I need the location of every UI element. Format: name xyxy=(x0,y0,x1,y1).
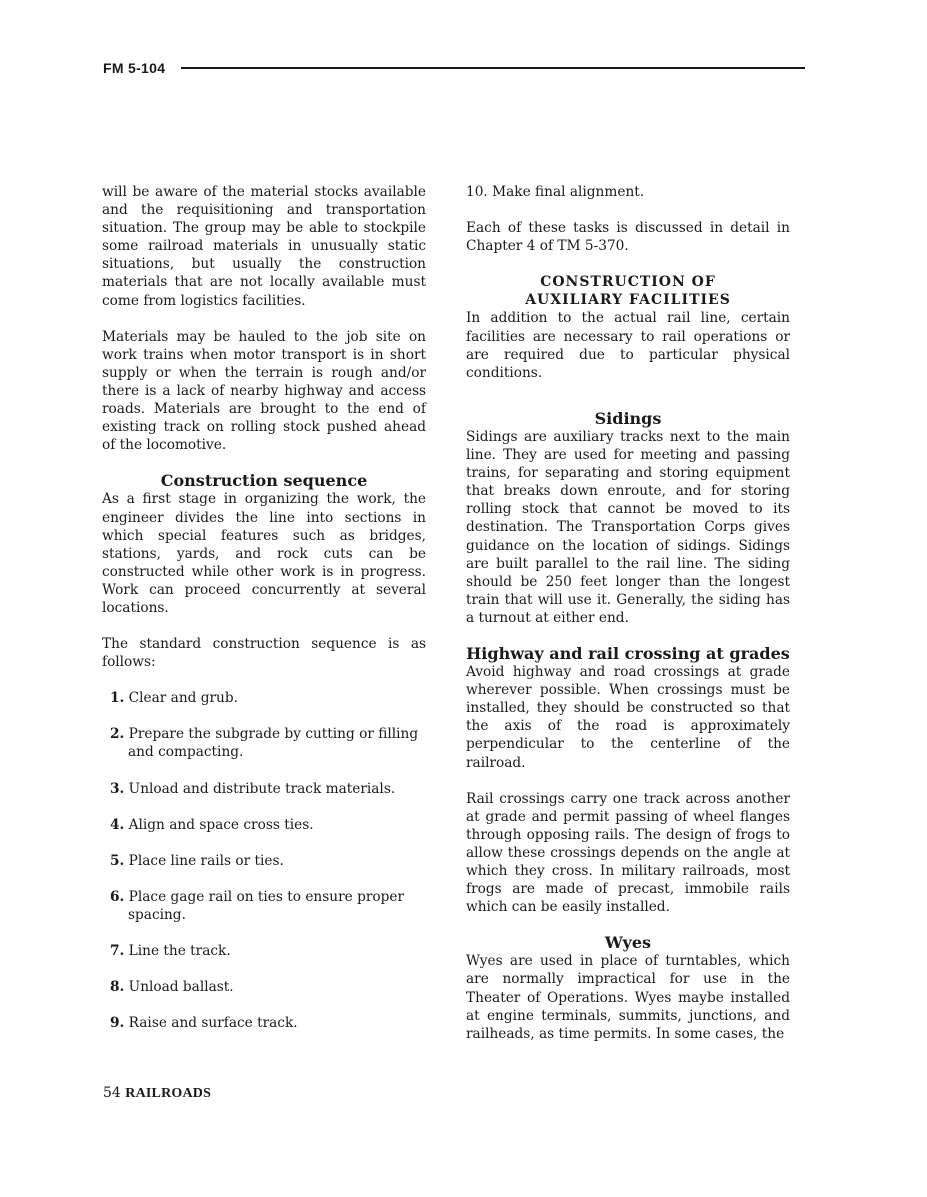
wyes-paragraph: Wyes are used in place of turntables, which are normally impractical for use in the Theater of Operations. Wyes maybe installed at engine terminals, summits, junctions, and railheads, as time permits. In some cases, the xyxy=(466,953,790,1042)
step-text: Unload and distribute track materials. xyxy=(128,780,396,797)
crossings-heading: Highway and rail crossing at grades xyxy=(466,643,790,663)
construction-steps-list xyxy=(102,689,426,1032)
step-item xyxy=(110,1014,426,1032)
step-text: Align and space cross ties. xyxy=(128,816,314,833)
step-10: 10. Make final alignment. xyxy=(466,184,645,200)
intro-paragraph-1: will be aware of the material stocks available and the requisitioning and transportation situation. The group may be able to stockpile some railroad materials in unusually static situations, but usually the construction materials that are not locally available must come from logistics facilities. xyxy=(102,184,426,309)
right-column xyxy=(466,183,790,1043)
step-text: Place line rails or ties. xyxy=(128,852,284,869)
step-text: Prepare the subgrade by cutting or filling and compacting. xyxy=(128,726,419,761)
step-number: 7. xyxy=(110,943,125,959)
step-text: Raise and surface track. xyxy=(128,1015,298,1032)
step-number: 8. xyxy=(110,979,125,996)
step-item xyxy=(110,816,426,834)
step-item xyxy=(110,689,426,707)
step-item xyxy=(110,780,426,798)
step-text: Clear and grub. xyxy=(128,690,238,707)
auxiliary-heading-line-2: AUXILIARY FACILITIES xyxy=(525,292,731,309)
page-header xyxy=(103,58,805,78)
step-number: 2. xyxy=(110,726,125,743)
intro-paragraph-2: Materials may be hauled to the job site on work trains when motor transport is in short supply or when the terrain is rough and/or there is a lack of nearby highway and access roads. Materials are brought to the end of existing track on rolling stock pushed ahead of the locomotive. xyxy=(102,328,426,454)
step-number: 9. xyxy=(110,1015,125,1032)
page-footer xyxy=(103,1084,211,1103)
crossings-paragraph-1: Avoid highway and road crossings at grade wherever possible. When crossings must be installed, they should be constructed so that the axis of the road is approximately perpendicular to the centerline of the railroad. xyxy=(466,664,790,771)
footer-section-title: RAILROADS xyxy=(125,1086,212,1101)
auxiliary-facilities-heading xyxy=(466,273,790,309)
construction-sequence-paragraph-1: As a first stage in organizing the work, the engineer divides the line into sections in which special features such as bridges, stations, yards, and rock cuts can be constructed while other work is in progress. Work can proceed concurrently at several locations. xyxy=(102,491,426,616)
crossings-paragraph-2: Rail crossings carry one track across another at grade and permit passing of wheel flanges through opposing rails. The design of frogs to allow these crossings depends on the angle at which they cross. In military railroads, most frogs are made of precast, immobile rails which can be easily installed. xyxy=(466,790,790,916)
left-column xyxy=(102,183,426,1050)
step-item xyxy=(110,942,426,960)
step-number: 4. xyxy=(110,816,125,833)
construction-sequence-heading: Construction sequence xyxy=(160,471,368,491)
step-number: 1. xyxy=(110,690,125,707)
manual-number: FM 5-104 xyxy=(103,60,166,76)
step-text: Unload ballast. xyxy=(128,979,234,996)
step-item xyxy=(110,852,426,870)
step-number: 6. xyxy=(110,888,125,905)
step-item xyxy=(110,725,426,761)
wyes-heading: Wyes xyxy=(604,933,652,953)
step-item xyxy=(110,888,426,924)
step-text: Place gage rail on ties to ensure proper spacing. xyxy=(128,888,405,923)
step-number: 5. xyxy=(110,852,125,869)
auxiliary-heading-line-1: CONSTRUCTION OF xyxy=(540,274,716,291)
tasks-paragraph: Each of these tasks is discussed in detail in Chapter 4 of TM 5-370. xyxy=(466,220,790,255)
header-rule xyxy=(181,67,805,69)
step-text: Line the track. xyxy=(128,943,231,959)
sidings-paragraph: Sidings are auxiliary tracks next to the main line. They are used for meeting and passing trains, for separating and storing equipment that breaks down enroute, and for storing rolling stock that cannot be moved to its destination. The Transportation Corps gives guidance on the location of sidings. Sidings are built parallel to the rail line. The siding should be 250 feet longer than the longest train that will use it. Generally, the siding has a turnout at either end. xyxy=(466,428,790,626)
sidings-heading: Sidings xyxy=(594,408,662,428)
auxiliary-paragraph: In addition to the actual rail line, certain facilities are necessary to rail operations or are required due to particular physical conditions. xyxy=(466,310,790,381)
step-number: 3. xyxy=(110,780,125,797)
page-number: 54 xyxy=(103,1085,121,1101)
step-item xyxy=(110,978,426,996)
construction-sequence-paragraph-2: The standard construction sequence is as follows: xyxy=(102,636,426,671)
